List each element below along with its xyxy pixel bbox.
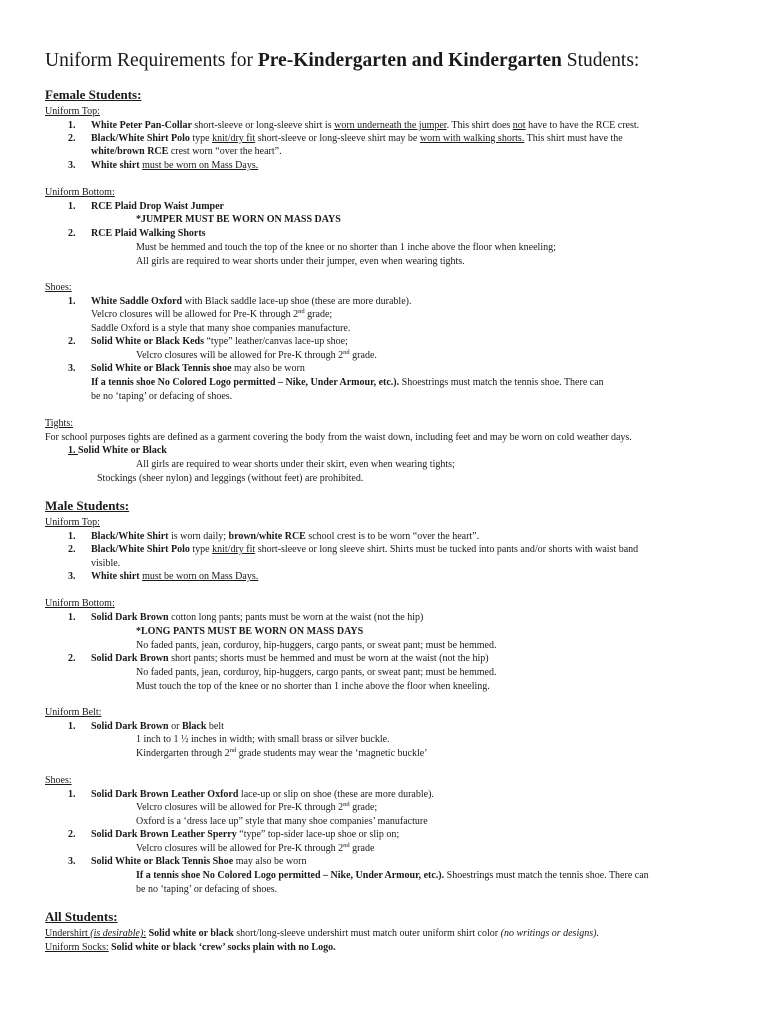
text-line [91,159,258,172]
text-line [136,842,374,855]
text-line [45,774,72,787]
text-run: must be worn on Mass Days. [142,571,259,582]
text-run: be no ‘taping’ or defacing of shoes. [91,391,233,402]
text-run: Solid Dark Brown Leather Oxford [91,789,239,800]
text-line [68,720,76,733]
text-run: RCE Plaid Walking Shorts [91,228,206,239]
text-line [136,213,341,226]
text-run: 2. [68,544,76,555]
text-line [136,255,465,268]
text-run: 3. [68,363,76,374]
text-line [45,941,336,954]
text-line [91,652,489,665]
text-line [45,706,101,719]
text-run: must be worn on Mass Days. [142,160,259,171]
document-title [45,49,639,73]
text-line [91,543,638,556]
text-run: Must touch the top of the knee or no shorter than 1 inche above the floor when kneeling. [136,681,490,692]
text-run: 2. [68,653,76,664]
text-line [68,652,76,665]
text-line [91,132,623,145]
text-run: 3. [68,571,76,582]
text-run: Must be hemmed and touch the top of the knee or no shorter than 1 inche above the floor when kneeling; [136,242,556,253]
text-run: . This shirt does [446,120,513,131]
text-run: visible. [91,558,121,569]
text-run: Shoes: [45,775,72,786]
text-run: *LONG PANTS MUST BE WORN ON MASS DAYS [136,626,364,637]
text-run: brown/white RCE [228,531,306,542]
text-line [91,720,224,733]
text-run: crest worn “over the heart”. [168,146,282,157]
superscript: nd [229,747,237,754]
text-line [136,747,428,760]
text-run: For school purposes tights are defined as a garment covering the body from the waist down, including feet and may be worn on cold weather days. [45,432,632,443]
text-run: Uniform Belt: [45,707,102,718]
text-line [136,666,496,679]
text-run: white/brown RCE [91,146,169,157]
text-line [91,855,307,868]
superscript: nd [343,801,350,808]
title-prefix: Uniform Requirements for [45,50,258,71]
text-run: White Saddle Oxford [91,296,183,307]
text-run: 1. [68,120,76,131]
text-run: be no ‘taping’ or defacing of shoes. [136,884,278,895]
text-run: Velcro closures will be allowed for Pre-K through 2 [136,843,344,854]
text-line [45,516,100,529]
text-run: Shoes: [45,282,72,293]
text-line [91,145,282,158]
text-line [68,543,76,556]
text-run: “type” leather/canvas lace-up shoe; [203,336,348,347]
text-line [45,281,72,294]
text-line [136,883,277,896]
text-run: Velcro closures will be allowed for Pre-K through 2 [136,802,344,813]
text-run: short-sleeve or long-sleeve shirt is [191,120,335,131]
text-run: Black/White Shirt Polo [91,133,190,144]
text-run: or [168,721,182,732]
text-run: No faded pants, jean, corduroy, hip-huggers, cargo pants, or sweat pant; must be hemmed. [136,640,497,651]
text-run: Oxford is a ‘dress lace up” style that many shoe companies’ manufacture [136,816,428,827]
text-run: RCE Plaid Drop Waist Jumper [91,201,224,212]
text-run: 3. [68,160,76,171]
section-heading [45,909,118,925]
text-line [136,241,556,254]
text-line [68,570,76,583]
text-run: type [189,133,213,144]
text-run: 1. [68,296,76,307]
text-line [136,625,363,638]
text-run: short/long-sleeve undershirt must match outer uniform shirt color [233,928,501,939]
text-run: belt [206,721,224,732]
text-line [91,335,348,348]
text-line [91,362,305,375]
text-line [91,557,120,570]
text-run: Black/White Shirt Polo [91,544,190,555]
text-run: Kindergarten through 2 [136,748,230,759]
text-run: 3. [68,856,76,867]
text-line [68,788,76,801]
text-run: 2. [68,829,76,840]
text-run: not [512,120,526,131]
text-run: Undershirt [45,928,91,939]
text-line [45,186,115,199]
text-run: 1. [68,445,78,456]
text-run: Uniform Bottom: [45,598,115,609]
text-line [91,376,604,389]
text-run: White shirt [91,571,140,582]
text-run: cotton long pants; pants must be worn at the waist (not the hip) [168,612,424,623]
text-run: No faded pants, jean, corduroy, hip-huggers, cargo pants, or sweat pant; must be hemmed. [136,667,497,678]
text-run: (no writings or designs). [500,928,599,939]
text-line [91,119,639,132]
text-line [136,869,649,882]
title-grade-levels: Pre-Kindergarten and Kindergarten [257,50,562,71]
text-line [45,927,599,940]
text-run: All girls are required to wear shorts under their jumper, even when wearing tights. [136,256,465,267]
text-run: short-sleeve or long sleeve shirt. Shirts must be tucked into pants and/or shorts with waist band [255,544,639,555]
text-run: Uniform Top: [45,517,100,528]
text-run: grade; [304,309,333,320]
text-run: 2. [68,228,76,239]
text-run: White Peter Pan-Collar [91,120,192,131]
text-run: Shoestrings must match the tennis shoe. There can [399,377,604,388]
text-run: : [143,928,147,939]
text-run: 1. [68,201,76,212]
text-line [68,227,76,240]
text-line [91,828,399,841]
text-run: Tights: [45,418,73,429]
text-line [68,132,76,145]
text-run: This shirt must have the [524,133,623,144]
text-line [91,200,224,213]
text-run: (is desirable) [90,928,144,939]
text-line [45,105,100,118]
text-run: worn with walking shorts. [419,133,525,144]
text-run: If a tennis shoe No Colored Logo permitted – Nike, Under Armour, etc.). [91,377,400,388]
text-run: may also be worn [233,856,307,867]
text-line [68,828,76,841]
text-line [91,322,350,335]
text-line [68,159,76,172]
text-run: have to have the RCE crest. [525,120,640,131]
text-run: worn underneath the jumper [334,120,447,131]
text-run: Black [181,721,207,732]
text-run: Stockings (sheer nylon) and leggings (without feet) are prohibited. [97,473,364,484]
text-run: Saddle Oxford is a style that many shoe companies manufacture. [91,323,351,334]
text-line [136,680,490,693]
text-line [91,227,206,240]
text-run: with Black saddle lace-up shoe (these are more durable). [182,296,412,307]
text-run: knit/dry fit [212,133,256,144]
text-run: Male Students: [45,498,130,513]
section-heading [45,498,129,514]
text-run: White shirt [91,160,140,171]
text-run: 1 inch to 1 ½ inches in width; with small brass or silver buckle. [136,734,390,745]
superscript: nd [343,349,350,356]
text-line [91,295,411,308]
text-run: Velcro closures will be allowed for Pre-K through 2 [136,350,344,361]
text-line [136,815,428,828]
text-run: Solid Dark Brown [91,612,169,623]
title-suffix: Students: [561,50,640,71]
text-run: 1. [68,789,76,800]
text-line [45,417,73,430]
text-line [136,458,455,471]
text-run: Black/White Shirt [91,531,169,542]
text-run: If a tennis shoe No Colored Logo permitted – Nike, Under Armour, etc.). [136,870,445,881]
text-run: short-sleeve or long-sleeve shirt may be [255,133,420,144]
text-line [68,611,76,624]
text-line [91,308,332,321]
text-run: grade students may wear the ‘magnetic buckle’ [236,748,428,759]
text-run: 1. [68,721,76,732]
text-run: grade; [349,802,378,813]
superscript: nd [298,308,305,315]
text-line [68,530,76,543]
text-line [68,200,76,213]
text-run: Uniform Top: [45,106,100,117]
text-line [91,530,479,543]
superscript: nd [343,842,350,849]
text-run: All girls are required to wear shorts under their skirt, even when wearing tights; [136,459,455,470]
text-run: is worn daily; [168,531,229,542]
section-heading [45,87,141,103]
text-run: Solid white or black ‘crew’ socks plain with no Logo. [111,942,336,953]
text-run: school crest is to be worn “over the heart”. [305,531,480,542]
text-run: grade. [349,350,377,361]
text-run: All Students: [45,909,118,924]
text-run: Velcro closures will be allowed for Pre-K through 2 [91,309,299,320]
text-line [68,362,76,375]
text-line [136,801,377,814]
text-run: Solid White or Black Keds [91,336,204,347]
text-run: Solid White or Black Tennis Shoe [91,856,234,867]
text-run: Shoestrings must match the tennis shoe. There can [444,870,649,881]
text-line [68,855,76,868]
text-line [91,788,434,801]
text-run: Uniform Socks: [45,942,109,953]
text-run: Solid White or Black [78,445,167,456]
text-line [68,335,76,348]
text-run: knit/dry fit [212,544,256,555]
text-run: Uniform Bottom: [45,187,115,198]
text-run: 2. [68,336,76,347]
text-line [97,472,363,485]
text-run: 1. [68,612,76,623]
text-line [45,597,115,610]
text-line [68,444,167,457]
text-line [68,295,76,308]
text-run: Solid Dark Brown [91,721,169,732]
text-run: 2. [68,133,76,144]
text-run: “type” top-sider lace-up shoe or slip on; [236,829,400,840]
text-line [136,733,390,746]
text-run: type [189,544,213,555]
text-run: lace-up or slip on shoe (these are more durable). [238,789,434,800]
text-line [45,431,632,444]
text-line [136,349,377,362]
text-run: may also be worn [231,363,305,374]
text-line [91,611,423,624]
text-run: Solid Dark Brown [91,653,169,664]
text-run: Solid white or black [148,928,234,939]
text-line [91,390,232,403]
text-run: Female Students: [45,87,142,102]
text-run: Solid Dark Brown Leather Sperry [91,829,237,840]
text-run: 1. [68,531,76,542]
text-run: grade [349,843,375,854]
text-line [136,639,496,652]
text-run: Solid White or Black Tennis shoe [91,363,232,374]
text-run: *JUMPER MUST BE WORN ON MASS DAYS [136,214,341,225]
text-line [91,570,258,583]
text-run: short pants; shorts must be hemmed and must be worn at the waist (not the hip) [168,653,489,664]
text-line [68,119,76,132]
